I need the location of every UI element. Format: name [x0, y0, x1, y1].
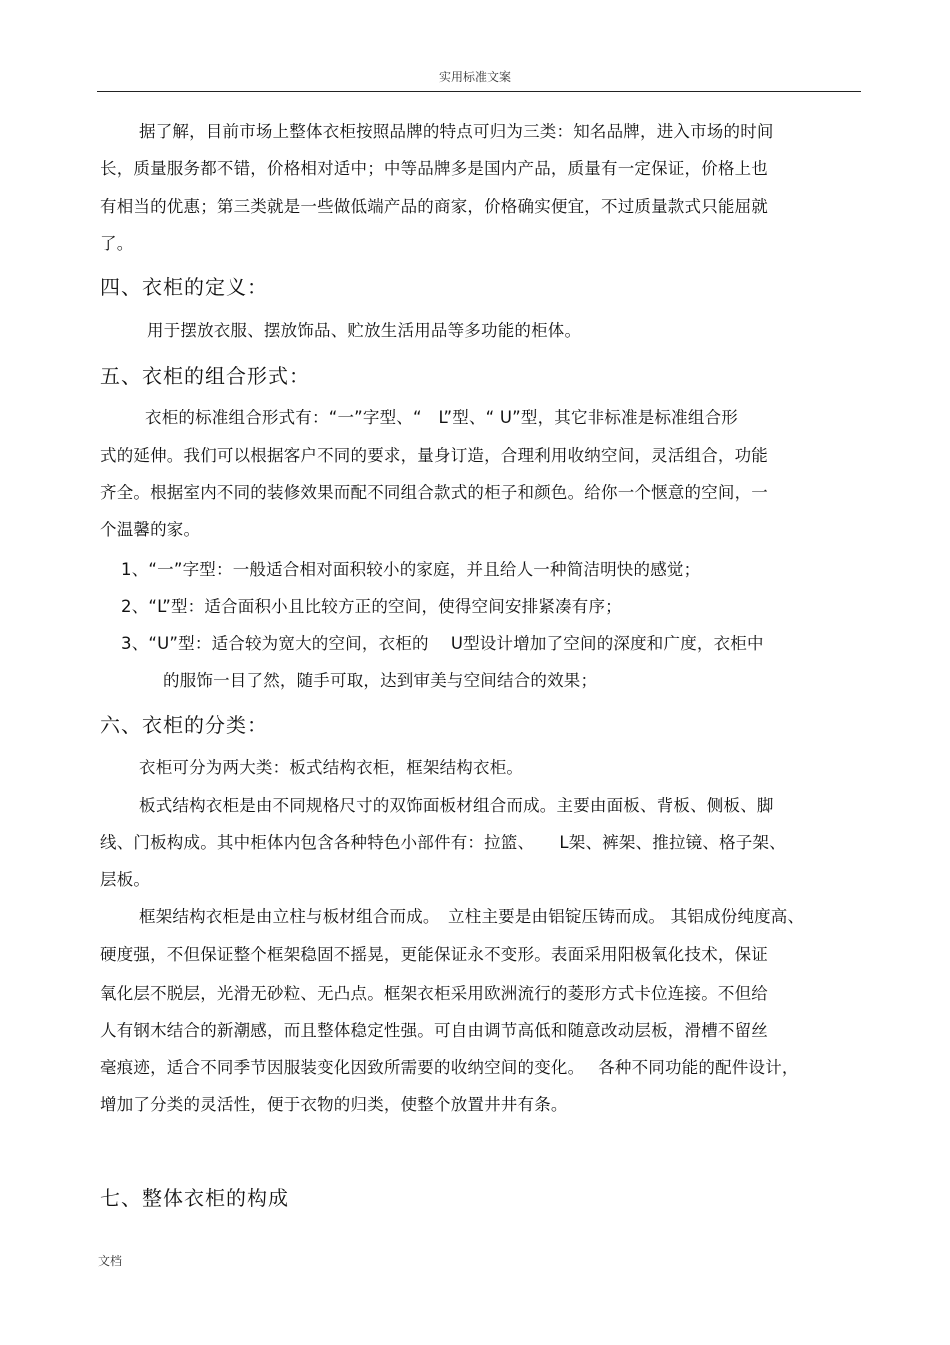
paragraph-line: 层板。	[100, 870, 151, 889]
paragraph-line: 有相当的优惠；第三类就是一些做低端产品的商家，价格确实便宜，不过质量款式只能屈就	[100, 197, 768, 216]
paragraph-line: 衣柜可分为两大类：板式结构衣柜，框架结构衣柜。	[139, 758, 524, 777]
paragraph-line: 了。	[100, 234, 134, 253]
section-heading-4: 四、衣柜的定义：	[100, 275, 268, 299]
section-heading-7: 七、整体衣柜的构成	[100, 1186, 289, 1210]
paragraph-line: 长，质量服务都不错，价格相对适中；中等品牌多是国内产品，质量有一定保证，价格上也	[100, 159, 768, 178]
paragraph-line: 个温馨的家。	[100, 520, 201, 539]
paragraph-line: 氧化层不脱层，光滑无砂粒、无凸点。框架衣柜采用欧洲流行的菱形方式卡位连接。不但给	[100, 984, 768, 1003]
paragraph-line: 人有钢木结合的新潮感，而且整体稳定性强。可自由调节高低和随意改动层板，滑槽不留丝	[100, 1021, 768, 1040]
paragraph-line: 衣柜的标准组合形式有：“一”字型、“ L”型、“ U”型，其它非标准是标准组合形	[145, 408, 738, 427]
list-item: 3、“U”型：适合较为宽大的空间，衣柜的 U型设计增加了空间的深度和广度，衣柜中	[121, 634, 764, 653]
list-item: 2、“L”型：适合面积小且比较方正的空间，使得空间安排紧凑有序；	[121, 597, 622, 616]
paragraph-line: 硬度强，不但保证整个框架稳固不摇晃，更能保证永不变形。表面采用阳极氧化技术，保证	[100, 945, 768, 964]
list-item: 1、“一”字型：一般适合相对面积较小的家庭，并且给人一种简洁明快的感觉；	[121, 560, 701, 579]
paragraph-line: 增加了分类的灵活性，便于衣物的归类，使整个放置井井有条。	[100, 1095, 568, 1114]
paragraph-line: 据了解，目前市场上整体衣柜按照品牌的特点可归为三类：知名品牌，进入市场的时间	[139, 122, 774, 141]
page-footer: 文档	[98, 1254, 123, 1268]
paragraph-line: 齐全。根据室内不同的装修效果而配不同组合款式的柜子和颜色。给你一个惬意的空间，一	[100, 483, 768, 502]
paragraph-line: 式的延伸。我们可以根据客户不同的要求，量身订造，合理利用收纳空间，灵活组合，功能	[100, 446, 768, 465]
section-heading-5: 五、衣柜的组合形式：	[100, 364, 310, 388]
section-heading-6: 六、衣柜的分类：	[100, 713, 268, 737]
list-item-continuation: 的服饰一目了然，随手可取，达到审美与空间结合的效果；	[163, 671, 598, 690]
header-divider	[97, 91, 861, 92]
paragraph-line: 框架结构衣柜是由立柱与板材组合而成。 立柱主要是由铝锭压铸而成。 其铝成份纯度高、	[139, 907, 805, 926]
page-header: 实用标准文案	[438, 70, 511, 84]
paragraph-line: 线、门板构成。其中柜体内包含各种特色小部件有：拉篮、 L架、裤架、推拉镜、格子架、	[100, 833, 786, 852]
paragraph-line: 板式结构衣柜是由不同规格尺寸的双饰面板材组合而成。主要由面板、背板、侧板、脚	[139, 796, 774, 815]
definition-text: 用于摆放衣服、摆放饰品、贮放生活用品等多功能的柜体。	[147, 321, 582, 340]
paragraph-line: 毫痕迹，适合不同季节因服装变化因致所需要的收纳空间的变化。 各种不同功能的配件设计，	[100, 1058, 799, 1077]
